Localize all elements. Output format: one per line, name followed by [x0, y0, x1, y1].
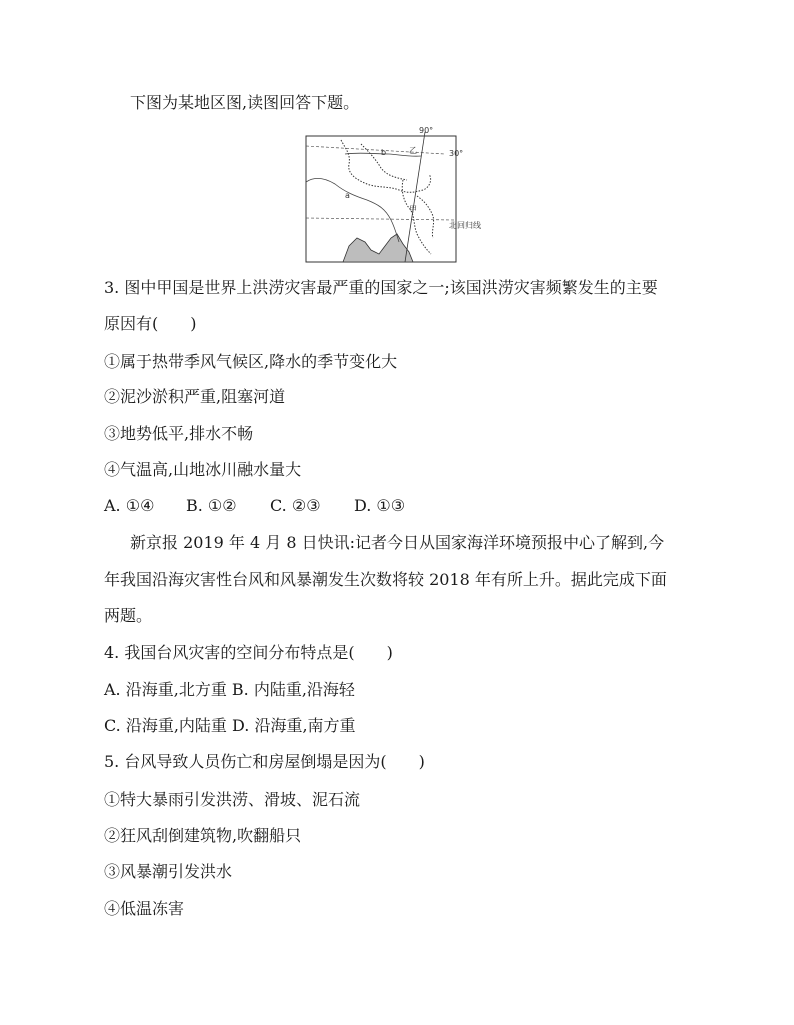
tropic-label: 北回归线 — [449, 221, 481, 230]
latitude-30-line — [306, 146, 445, 154]
label-jia: 甲 — [409, 205, 417, 214]
intro-text: 下图为某地区图,读图回答下题。 — [130, 93, 360, 112]
q4-stem: 4. 我国台风灾害的空间分布特点是( ) — [104, 643, 393, 662]
region-map — [305, 124, 481, 264]
lat-label: 30° — [449, 149, 464, 158]
q5-option-1: ①特大暴雨引发洪涝、滑坡、泥石流 — [104, 790, 361, 809]
q5-option-3: ③风暴潮引发洪水 — [104, 862, 233, 881]
q3-choice-d: D. ①③ — [354, 496, 406, 515]
border-4 — [417, 196, 434, 238]
tropic-line — [306, 218, 455, 220]
q5-option-4: ④低温冻害 — [104, 899, 185, 918]
q3-choice-a: A. ①④ — [104, 496, 155, 515]
lon-label: 90° — [419, 126, 434, 135]
q3-option-3: ③地势低平,排水不畅 — [104, 424, 254, 443]
q3-choice-b: B. ①② — [186, 496, 237, 515]
q3-stem-line2: 原因有( ) — [104, 314, 197, 333]
river-a — [306, 178, 399, 242]
q4-options-ab: A. 沿海重,北方重 B. 内陆重,沿海轻 — [104, 680, 355, 699]
news-line3: 两题。 — [104, 606, 153, 625]
q4-options-cd: C. 沿海重,内陆重 D. 沿海重,南方重 — [104, 716, 356, 735]
q3-option-4: ④气温高,山地冰川融水量大 — [104, 460, 302, 479]
label-b: b — [381, 148, 387, 157]
q3-option-2: ②泥沙淤积严重,阻塞河道 — [104, 387, 286, 406]
label-yi: 乙 — [409, 146, 417, 155]
q3-option-1: ①属于热带季风气候区,降水的季节变化大 — [104, 352, 398, 371]
sea-area — [343, 234, 413, 262]
q5-option-2: ②狂风刮倒建筑物,吹翻船只 — [104, 826, 302, 845]
q3-choice-c: C. ②③ — [270, 496, 321, 515]
q3-stem-line1: 3. 图中甲国是世界上洪涝灾害最严重的国家之一;该国洪涝灾害频繁发生的主要 — [104, 278, 658, 297]
q5-stem: 5. 台风导致人员伤亡和房屋倒塌是因为( ) — [104, 752, 425, 771]
news-line2: 年我国沿海灾害性台风和风暴潮发生次数将较 2018 年有所上升。据此完成下面 — [104, 570, 667, 589]
news-line1: 新京报 2019 年 4 月 8 日快讯:记者今日从国家海洋环境预报中心了解到,今 — [130, 533, 665, 552]
label-a: a — [345, 191, 350, 200]
